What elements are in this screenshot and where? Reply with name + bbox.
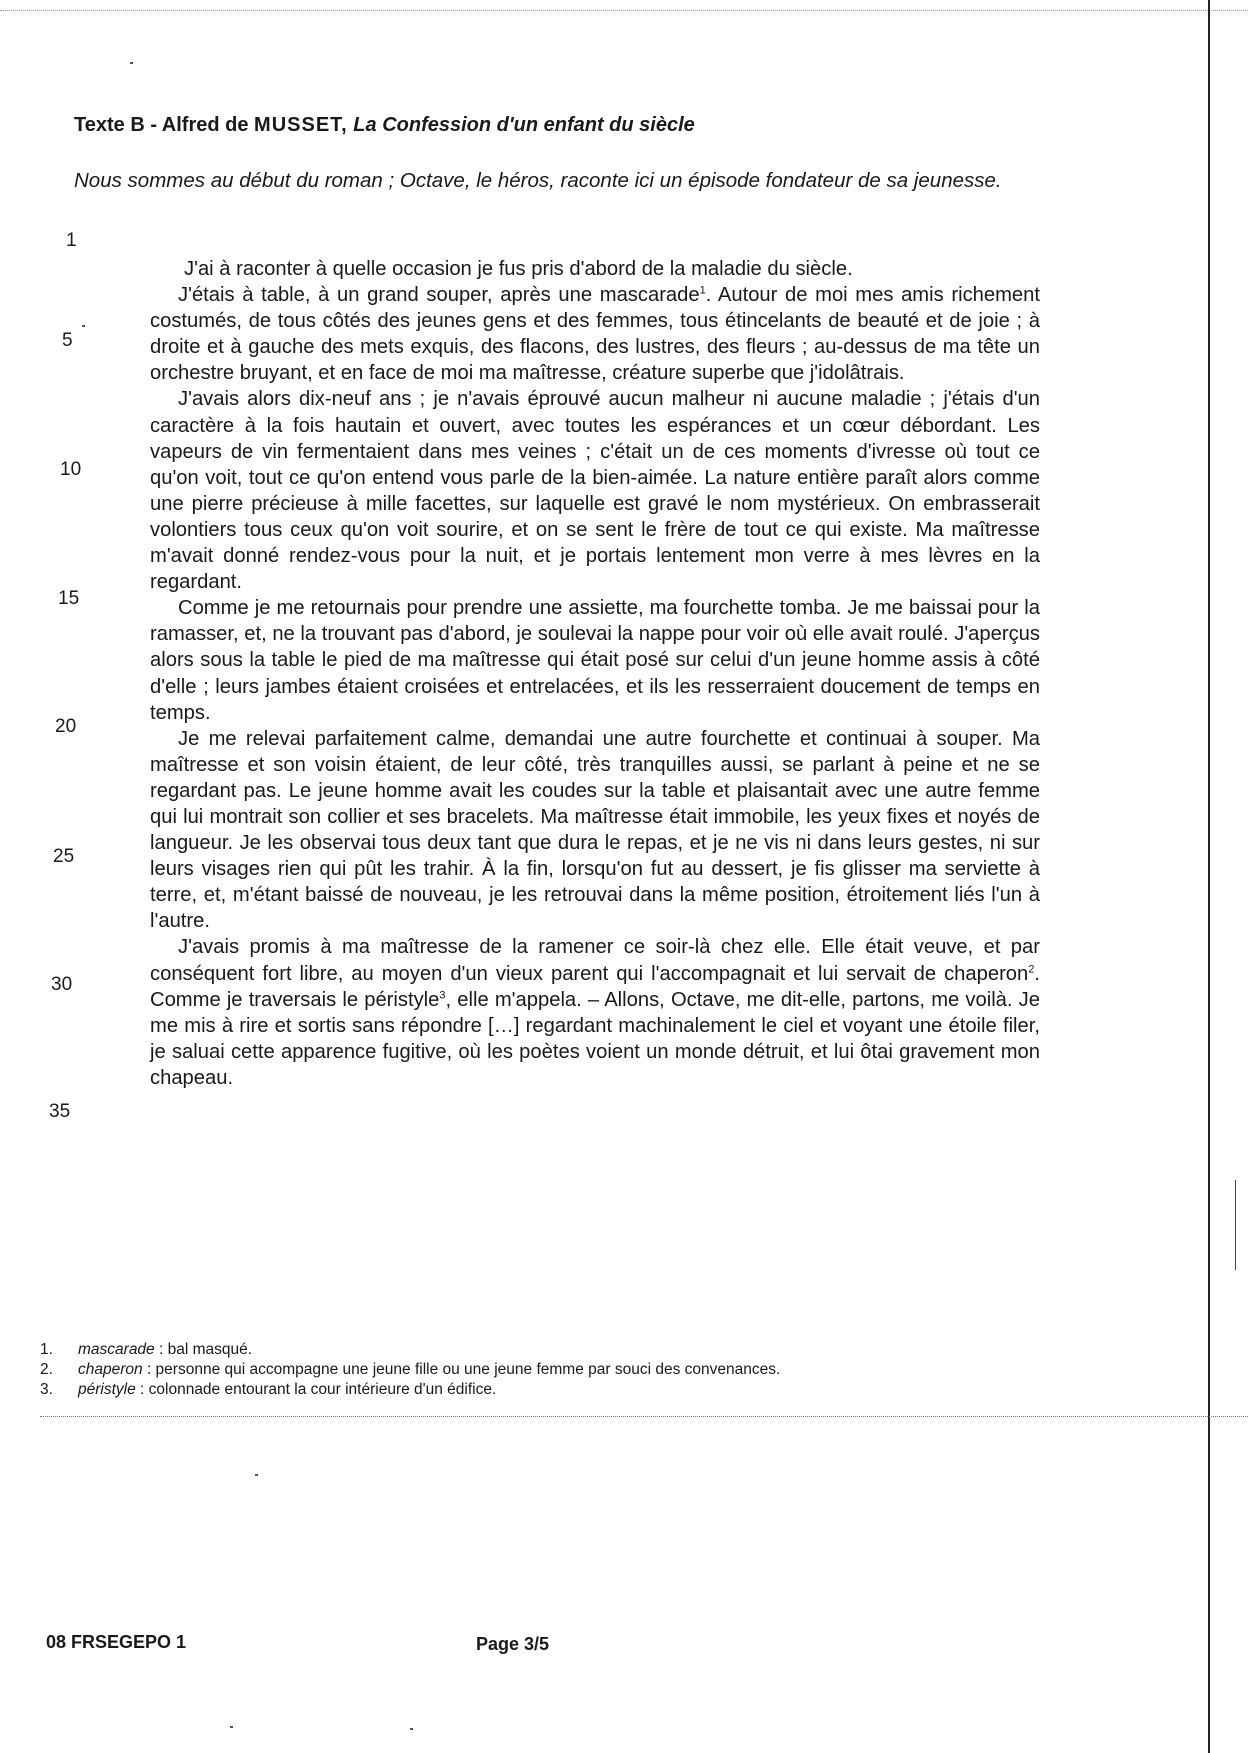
footnote-ref: 2	[1028, 962, 1035, 975]
scan-edge-mark	[1235, 1180, 1236, 1270]
paragraph: J'ai à raconter à quelle occasion je fus pris d'abord de la maladie du siècle.	[184, 258, 853, 280]
footnote: 1. mascarade : bal masqué.	[40, 1341, 253, 1358]
footnote-ref: 1	[699, 284, 706, 297]
line-number: 30	[51, 974, 73, 995]
scan-speck	[255, 1474, 258, 1476]
line-number: 25	[53, 846, 75, 867]
scan-edge-rule	[1208, 0, 1210, 1753]
text-title	[74, 114, 1154, 137]
excerpt-body	[150, 256, 1040, 1091]
page-number: Page 3/5	[476, 1634, 550, 1654]
scan-dotted-line	[40, 1416, 1248, 1417]
line-number: 20	[55, 716, 77, 737]
footnote: 2. chaperon : personne qui accompagne une jeune fille ou une jeune femme par souci des convenances.	[40, 1361, 781, 1378]
paragraph: Je me relevai parfaitement calme, demandai une autre fourchette et continuai à souper. Ma maîtresse et son voisin étaient, de leur côté, très tranquilles aussi, se parlant à peine et ne se regardant pas. Le jeune homme avait les coudes sur la table et plaisantait avec une autre femme qui lui montrait son collier et ses bracelets. Ma maîtresse était immobile, les yeux fixes et noyés de langueur. Je les observai tous deux tant que dura le repas, et je ne vis ni dans leurs gestes, ni sur leurs visages rien qui pût les trahir. À la fin, lorsqu'on fut au dessert, je fis glisser ma serviette à terre, et, m'étant baissé de nouveau, je les retrouvai dans la même position, étroitement liés l'un à l'autre.	[150, 727, 1040, 933]
scan-artifact-line	[0, 10, 1248, 11]
line-number: 1	[66, 230, 77, 251]
line-number: 15	[58, 588, 80, 609]
line-number: 10	[60, 459, 82, 480]
footnote: 3. péristyle : colonnade entourant la cour intérieure d'un édifice.	[40, 1381, 497, 1398]
paragraph: J'avais alors dix-neuf ans ; je n'avais éprouvé aucun malheur ni aucune maladie ; j'étais d'un caractère à la fois hautain et ouvert, avec toutes les espérances et un cœur débordant. Les vapeurs de vin fermentaient dans mes veines ; c'était un de ces moments d'ivresse où tout ce qu'on voit, tout ce qu'on entend vous parle de la bien-aimée. La nature entière paraît alors comme une pierre précieuse à mille facettes, sur laquelle est gravé le nom mystérieux. On embrasserait volontiers tous ceux qu'on voit sourire, et on se sent le frère de tout ce qui existe. Ma maîtresse m'avait donné rendez-vous pour la nuit, et je portais lentement mon verre à mes lèvres en la regardant.	[150, 388, 1040, 594]
line-number: 5	[62, 330, 73, 351]
exam-code: 08 FRSEGEPO 1	[46, 1632, 187, 1652]
scan-speck	[410, 1728, 413, 1730]
author-surname: MUSSET,	[254, 114, 348, 136]
scan-speck	[230, 1726, 233, 1728]
work-title: La Confession d'un enfant du siècle	[353, 114, 695, 136]
paragraph: J'avais promis à ma maîtresse de la ramener ce soir-là chez elle. Elle était veuve, et par conséquent fort libre, au moyen d'un vieux parent qui l'accompagnait et lui servait de chaperon$^2$. Comme je traversais le péristyle$^3$, elle m'appela. – Allons, Octave, me dit-elle, partons, me voilà. Je me mis à rire et sortis sans répondre […] regardant machinalement le ciel et voyant une étoile filer, je saluai cette apparence fugitive, où les poètes voient un monde détruit, et lui ôtai gravement mon chapeau.	[150, 936, 1040, 1089]
title-label: Texte B - Alfred de	[74, 114, 249, 136]
scan-speck	[130, 62, 133, 64]
footnotes	[40, 1340, 1050, 1400]
footnote-ref: 3	[439, 988, 446, 1001]
scan-speck	[82, 325, 85, 327]
intro-paragraph: Nous sommes au début du roman ; Octave, le héros, raconte ici un épisode fondateur de sa jeunesse.	[74, 169, 1002, 192]
paragraph: J'étais à table, à un grand souper, après une mascarade$^1$. Autour de moi mes amis richement costumés, de tous côtés des jeunes gens et des femmes, tous étincelants de beauté et de joie ; à droite et à gauche des mets exquis, des flacons, des lustres, des fleurs ; au-dessus de ma tête un orchestre bruyant, et en face de moi ma maîtresse, créature superbe que j'idolâtrais.	[150, 284, 1040, 385]
paragraph: Comme je me retournais pour prendre une assiette, ma fourchette tomba. Je me baissai pour la ramasser, et, ne la trouvant pas d'abord, je soulevai la nappe pour voir où elle avait roulé. J'aperçus alors sous la table le pied de ma maîtresse qui était posé sur celui d'un jeune homme assis à côté d'elle ; leurs jambes étaient croisées et entrelacées, et ils les resserraient doucement de temps en temps.	[150, 597, 1040, 724]
line-number: 35	[49, 1101, 71, 1122]
